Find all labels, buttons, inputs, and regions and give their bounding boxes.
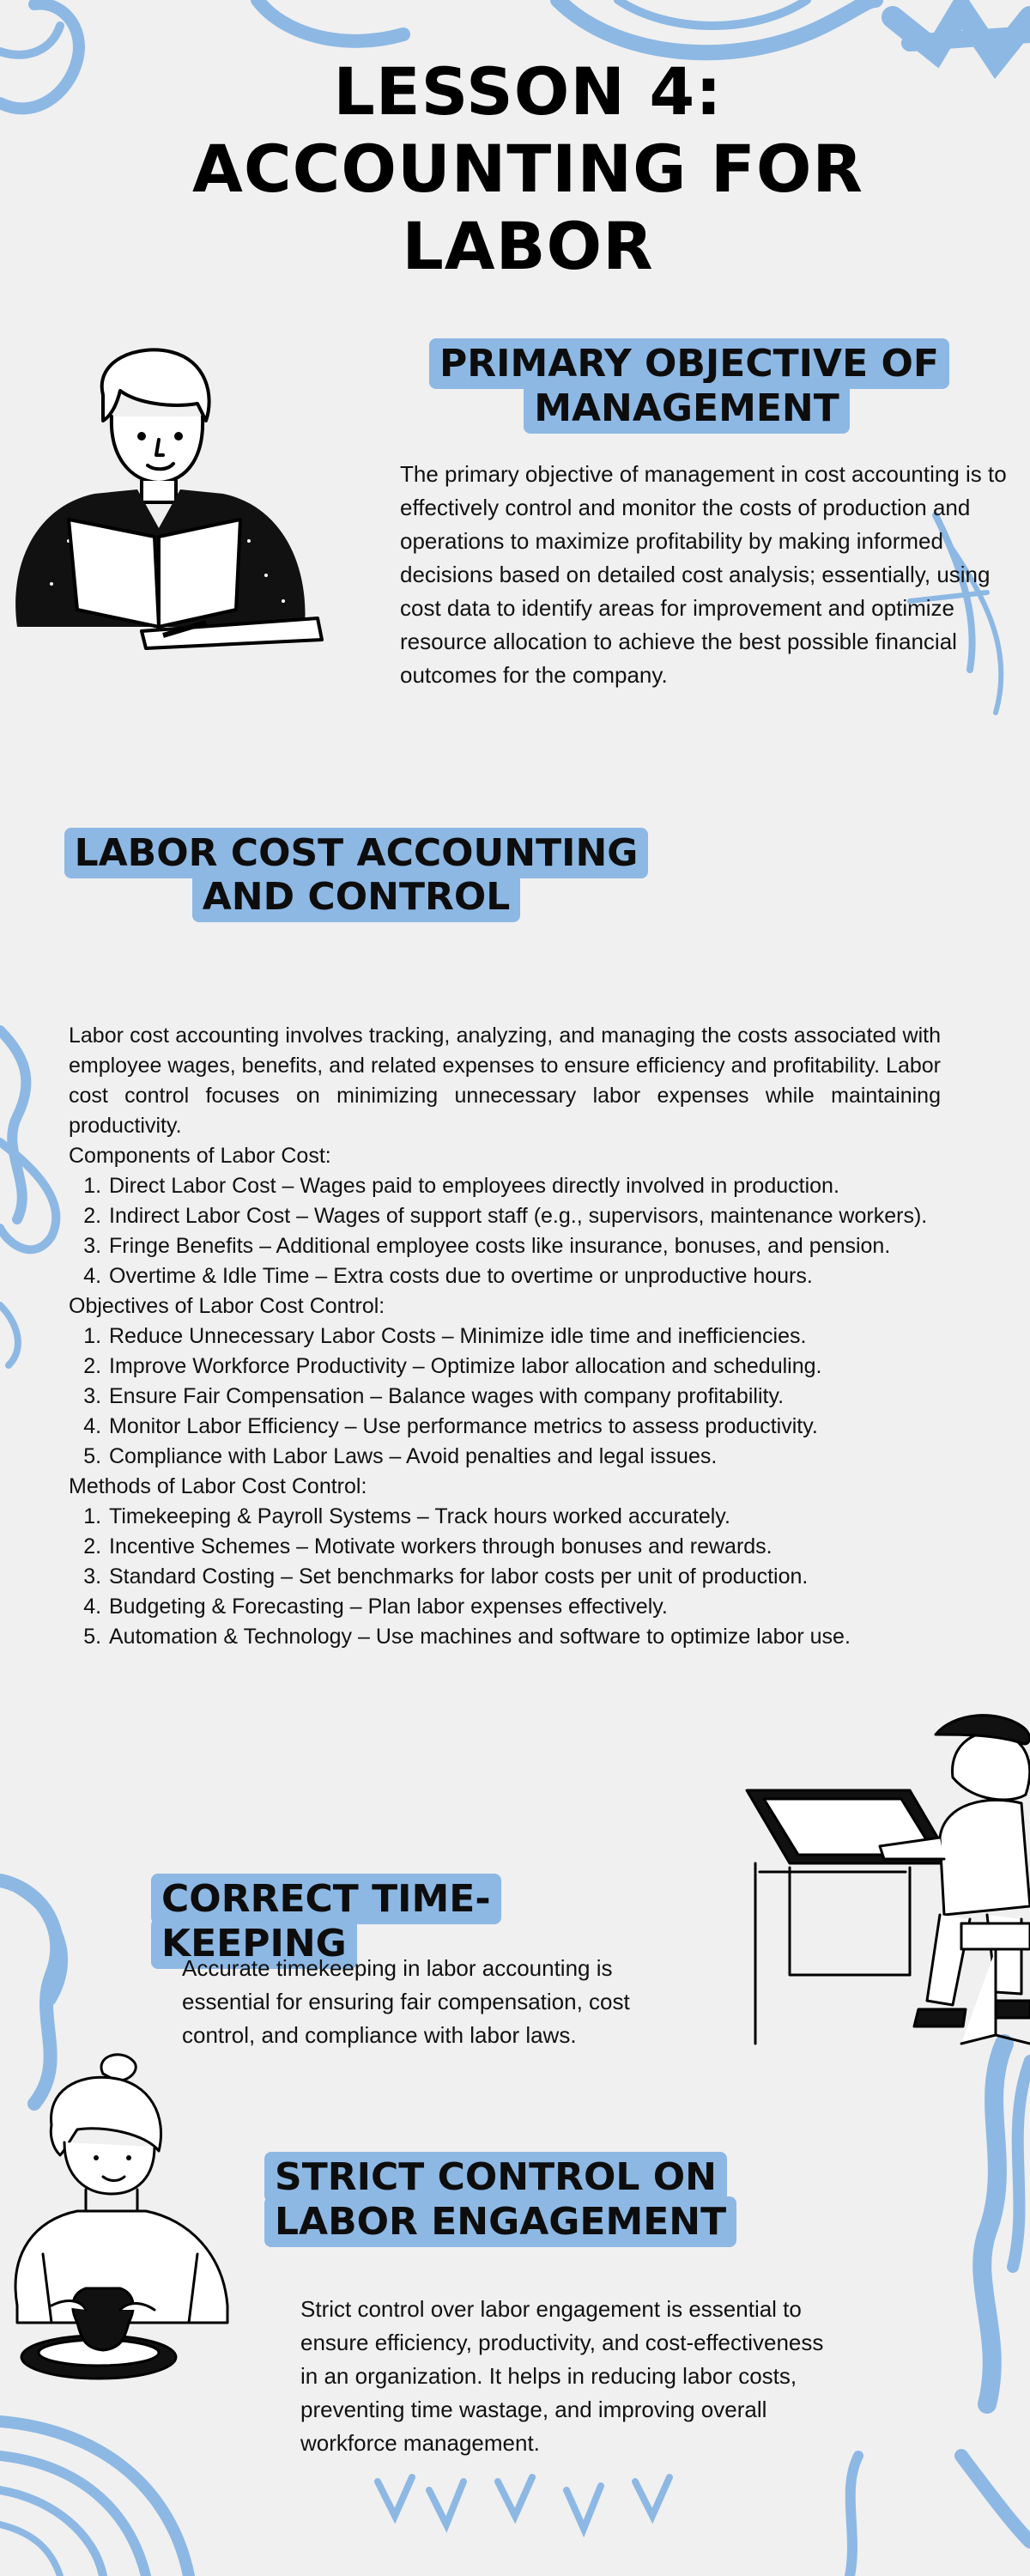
labor-cost-body xyxy=(69,1021,941,1652)
list-item: 5. Compliance with Labor Laws – Avoid penalties and legal issues. xyxy=(107,1442,941,1472)
primary-objective-text: The primary objective of management in cost accounting is to effectively control and monitor the costs of production and operations to maximize profitability by making informed decisions based on detailed cost analysis; essentially, using cost data to identify areas for improvement and optimize resource allocation to achieve the best possible financial outcomes for the company. xyxy=(400,461,1007,688)
list-item: 2. Incentive Schemes – Motivate workers through bonuses and rewards. xyxy=(107,1532,941,1562)
timekeeping-text: Accurate timekeeping in labor accounting is essential for ensuring fair compensation, cost control, and compliance with labor laws. xyxy=(182,1955,630,2048)
list-item: 3. Standard Costing – Set benchmarks for labor costs per unit of production. xyxy=(107,1562,941,1592)
list-item: 2. Improve Workforce Productivity – Optimize labor allocation and scheduling. xyxy=(107,1352,941,1382)
objectives-list xyxy=(69,1321,941,1472)
engagement-heading xyxy=(264,2155,865,2245)
methods-list xyxy=(69,1502,941,1652)
primary-objective-title: PRIMARY OBJECTIVE OF MANAGEMENT xyxy=(429,338,949,434)
labor-cost-title: LABOR COST ACCOUNTING AND CONTROL xyxy=(64,828,649,922)
list-item: 2. Indirect Labor Cost – Wages of support staff (e.g., supervisors, maintenance workers). xyxy=(107,1201,941,1231)
engagement-text: Strict control over labor engagement is essential to ensure efficiency, productivity, and cost-effectiveness in an organization. It helps in reducing labor costs, preventing time wastage, and improving overall workforce management. xyxy=(300,2296,824,2456)
components-list xyxy=(69,1171,941,1291)
primary-objective-heading xyxy=(429,342,944,431)
list-item: 5. Automation & Technology – Use machines and software to optimize labor use. xyxy=(107,1622,941,1652)
drafting-table-illustration xyxy=(738,1709,1030,2052)
list-item: 4. Budgeting & Forecasting – Plan labor expenses effectively. xyxy=(107,1592,941,1622)
list-item: 3. Ensure Fair Compensation – Balance wages with company profitability. xyxy=(107,1382,941,1412)
lesson-title xyxy=(172,53,884,285)
man-reading-illustration xyxy=(0,343,335,653)
labor-cost-intro: Labor cost accounting involves tracking, analyzing, and managing the costs associated with employee wages, benefits, and related expenses to ensure efficiency and profitability. Labor cost control focuses on minimizing unnecessary labor expenses while maintaining productivity. xyxy=(69,1024,941,1138)
labor-cost-heading xyxy=(26,831,687,919)
list-item: 4. Monitor Labor Efficiency – Use performance metrics to assess productivity. xyxy=(107,1412,941,1442)
engagement-title: STRICT CONTROL ON LABOR ENGAGEMENT xyxy=(264,2152,736,2247)
list-item: 1. Reduce Unnecessary Labor Costs – Minimize idle time and inefficiencies. xyxy=(107,1321,941,1352)
title-line-3: LABOR xyxy=(402,208,654,284)
list-item: 3. Fringe Benefits – Additional employee costs like insurance, bonuses, and pension. xyxy=(107,1231,941,1261)
timekeeping-title: CORRECT TIME-KEEPING xyxy=(151,1874,501,1969)
list-item: 1. Timekeeping & Payroll Systems – Track hours worked accurately. xyxy=(107,1502,941,1532)
title-line-2: ACCOUNTING FOR xyxy=(192,131,863,207)
methods-label: Methods of Labor Cost Control: xyxy=(69,1474,367,1498)
woman-with-vase-illustration xyxy=(0,2048,236,2391)
objectives-label: Objectives of Labor Cost Control: xyxy=(69,1294,385,1318)
components-label: Components of Labor Cost: xyxy=(69,1144,331,1168)
list-item: 4. Overtime & Idle Time – Extra costs due to overtime or unproductive hours. xyxy=(107,1261,941,1291)
list-item: 1. Direct Labor Cost – Wages paid to employees directly involved in production. xyxy=(107,1171,941,1201)
title-line-1: LESSON 4: xyxy=(333,53,723,130)
